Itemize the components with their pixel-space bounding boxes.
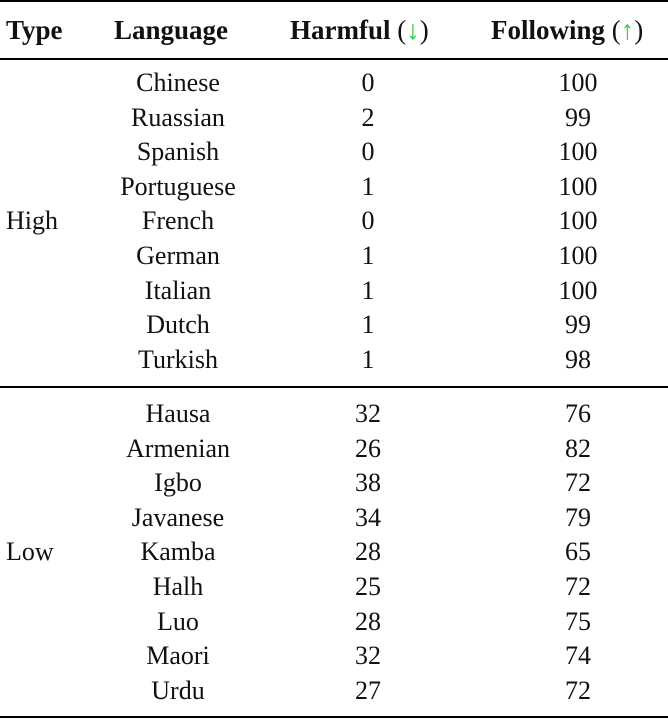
header-rule	[0, 58, 668, 60]
table-row	[0, 674, 668, 709]
table-row	[0, 397, 668, 432]
harmful-cell: 1	[361, 171, 375, 201]
group-low	[0, 397, 668, 708]
table-row	[0, 343, 668, 378]
table-row	[0, 501, 668, 536]
table-header	[0, 0, 668, 58]
harmful-cell: 1	[361, 275, 375, 305]
header-following-label: Following	[491, 15, 606, 45]
table-row	[0, 135, 668, 170]
table-row	[0, 639, 668, 674]
down-arrow-icon: ↓	[406, 15, 420, 45]
group-high	[0, 66, 668, 377]
following-cell: 72	[565, 571, 591, 601]
header-harmful-paren-open: (	[397, 15, 407, 45]
table-row	[0, 535, 668, 570]
following-cell: 79	[565, 502, 591, 532]
header-following	[491, 13, 643, 47]
following-cell: 100	[558, 137, 598, 167]
harmful-cell: 25	[355, 571, 381, 601]
table-row	[0, 274, 668, 309]
header-harmful-paren-close: )	[419, 15, 429, 45]
table-row	[0, 605, 668, 640]
language-cell: Urdu	[151, 675, 205, 705]
language-cell: Hausa	[145, 399, 211, 428]
harmful-cell: 38	[355, 468, 381, 498]
table-row	[0, 239, 668, 274]
header-harmful	[290, 13, 429, 47]
following-cell: 100	[558, 275, 598, 305]
header-harmful-label: Harmful	[290, 15, 391, 45]
following-cell: 74	[565, 641, 591, 671]
harmful-cell: 0	[361, 68, 375, 97]
harmful-cell: 28	[355, 537, 381, 567]
language-cell: Italian	[144, 275, 212, 305]
table-row	[0, 308, 668, 343]
type-label-low: Low	[6, 537, 54, 566]
following-cell: 75	[565, 606, 591, 636]
harmful-cell: 32	[355, 399, 381, 428]
language-cell: Portuguese	[120, 171, 236, 201]
following-cell: 99	[565, 102, 591, 132]
following-cell: 100	[558, 240, 598, 270]
harmful-cell: 28	[355, 606, 381, 636]
header-type: Type	[6, 15, 63, 45]
following-cell: 65	[565, 537, 591, 567]
language-cell: Igbo	[154, 468, 202, 498]
table-row	[0, 432, 668, 467]
language-cell: German	[136, 240, 220, 270]
harmful-cell: 26	[355, 433, 381, 463]
up-arrow-icon: ↑	[620, 15, 635, 45]
header-following-paren-close: )	[634, 15, 644, 45]
harmful-cell: 32	[355, 641, 381, 671]
language-cell: French	[141, 206, 215, 236]
harmful-cell: 1	[361, 344, 375, 374]
harmful-cell: 2	[361, 102, 375, 132]
following-cell: 100	[558, 171, 598, 201]
harmful-cell: 1	[361, 310, 375, 340]
harmful-cell: 27	[355, 675, 381, 705]
language-cell: Halh	[152, 571, 204, 601]
following-cell: 76	[565, 399, 591, 428]
harmful-cell: 34	[355, 502, 381, 532]
following-cell: 72	[565, 675, 591, 705]
language-cell: Kamba	[140, 537, 216, 567]
language-cell: Ruassian	[131, 102, 225, 132]
header-language: Language	[114, 15, 229, 45]
table-row	[0, 101, 668, 136]
following-cell: 82	[565, 433, 591, 463]
language-cell: Luo	[157, 606, 199, 636]
harmful-cell: 0	[361, 137, 375, 167]
harmful-cell: 1	[361, 240, 375, 270]
table-row	[0, 170, 668, 205]
bottom-rule	[0, 716, 668, 718]
language-cell: Armenian	[126, 433, 230, 463]
language-cell: Spanish	[136, 137, 220, 167]
table-row	[0, 466, 668, 501]
following-cell: 100	[558, 206, 598, 236]
harmful-cell: 0	[361, 206, 375, 236]
type-label-high: High	[6, 206, 58, 235]
table-row	[0, 204, 668, 239]
table-row	[0, 66, 668, 101]
following-cell: 72	[565, 468, 591, 498]
language-cell: Chinese	[136, 68, 220, 97]
group-divider-rule	[0, 386, 668, 388]
language-cell: Javanese	[131, 502, 225, 532]
header-following-paren-open: (	[611, 15, 621, 45]
following-cell: 99	[565, 310, 591, 340]
language-cell: Turkish	[138, 344, 218, 374]
language-cell: Dutch	[146, 310, 210, 340]
following-cell: 98	[565, 344, 591, 374]
following-cell: 100	[558, 68, 598, 97]
language-cell: Maori	[146, 641, 210, 671]
table-row	[0, 570, 668, 605]
